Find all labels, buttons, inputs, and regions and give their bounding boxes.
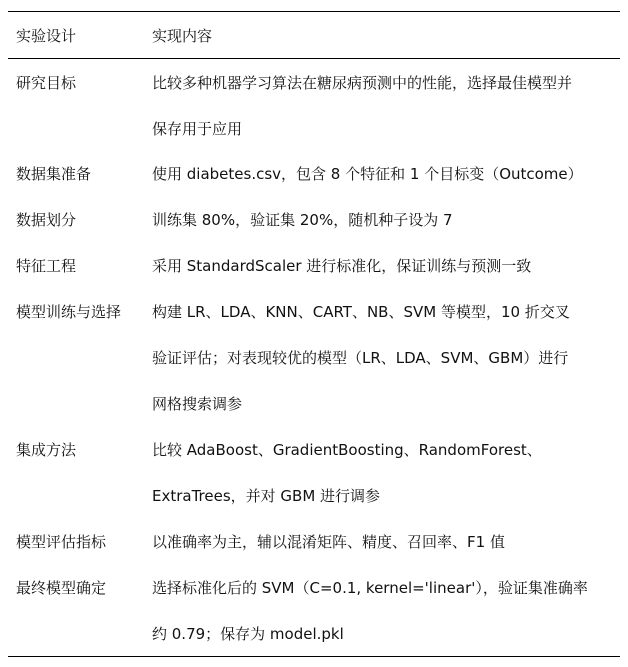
row-content-line: 比较 AdaBoost、GradientBoosting、RandomForest、 [152,441,542,459]
row-content-line: 训练集 80%，验证集 20%，随机种子设为 7 [152,211,453,229]
row-content-line: 选择标准化后的 SVM（C=0.1, kernel='linear'），验证集准确率 [152,579,588,597]
header-col-design: 实验设计 [16,27,77,45]
row-label: 模型评估指标 [16,533,107,551]
row-content-line: 验证评估；对表现较优的模型（LR、LDA、SVM、GBM）进行 [152,349,569,367]
row-label: 特征工程 [16,257,77,275]
row-label: 最终模型确定 [16,579,107,597]
row-content-line: 网格搜索调参 [152,395,243,413]
row-content-line: 以准确率为主，辅以混淆矩阵、精度、召回率、F1 值 [152,533,505,551]
row-label: 数据划分 [16,211,77,229]
row-label: 研究目标 [16,74,77,92]
row-content-line: 比较多种机器学习算法在糖尿病预测中的性能，选择最佳模型并 [152,74,573,92]
row-content-line: 采用 StandardScaler 进行标准化，保证训练与预测一致 [152,257,532,275]
row-content-line: 构建 LR、LDA、KNN、CART、NB、SVM 等模型，10 折交叉 [152,303,570,321]
row-content-line: 保存用于应用 [152,120,243,138]
row-label: 数据集准备 [16,165,92,183]
table-bottom-rule [8,656,620,657]
row-content-line: 约 0.79；保存为 model.pkl [152,625,344,643]
row-label: 集成方法 [16,441,77,459]
table-header-rule [8,58,620,59]
row-content-line: ExtraTrees，并对 GBM 进行调参 [152,487,381,505]
row-label: 模型训练与选择 [16,303,122,321]
row-content-line: 使用 diabetes.csv，包含 8 个特征和 1 个目标变（Outcome） [152,165,583,183]
table-top-rule [8,11,620,12]
header-col-content: 实现内容 [152,27,213,45]
